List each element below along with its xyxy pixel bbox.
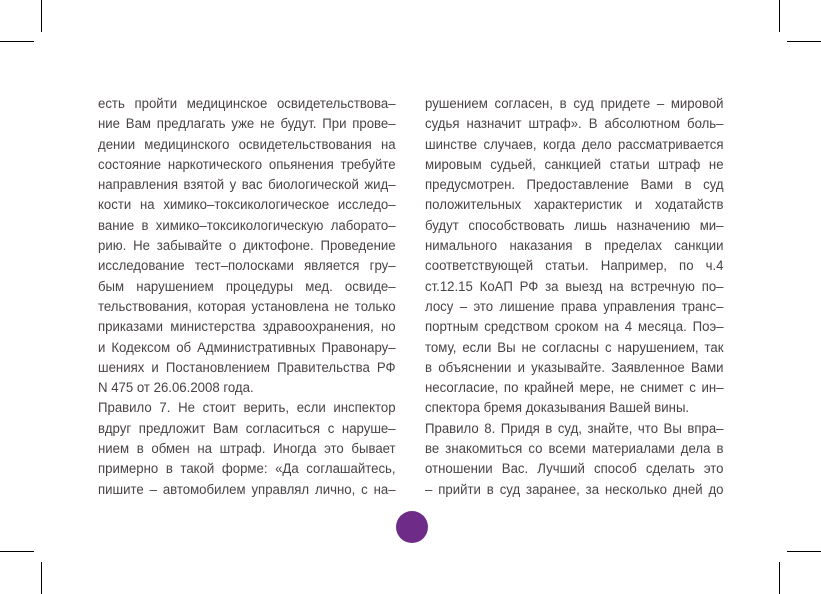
- text-line: соответствующей статьи. Например, по ч.4: [425, 258, 724, 275]
- text-line: нимального наказания в пределах санкции: [425, 238, 724, 255]
- text-line: нием в обмен на штраф. Иногда это бывает: [98, 441, 396, 458]
- text-line: лосу – это лишение права управления транс–: [425, 298, 724, 315]
- text-line: Правило 8. Придя в суд, знайте, что Вы впра–: [425, 420, 724, 437]
- text-line: направления взятой у вас биологической жид–: [98, 177, 396, 194]
- page-marker-circle: [396, 511, 428, 543]
- text-line: бым нарушением процедуры мед. освиде–: [98, 278, 396, 295]
- text-line: вдруг предложит Вам согласиться с наруше–: [98, 420, 396, 437]
- left-text-column: [98, 94, 396, 500]
- crop-mark-top-right-horizontal: [787, 41, 821, 42]
- text-line: спектора бремя доказывания Вашей вины.: [425, 400, 690, 417]
- text-line: тельствования, которая установлена не только: [98, 298, 396, 315]
- text-line: примерно в такой форме: «Да соглашайтесь,: [98, 461, 396, 478]
- text-line: ние Вам предлагать уже не будут. При прове–: [98, 116, 396, 133]
- text-line: рию. Не забывайте о диктофоне. Проведение: [98, 238, 396, 255]
- right-text-column: [425, 94, 724, 500]
- crop-mark-top-left-vertical: [41, 0, 42, 32]
- crop-mark-top-right-vertical: [779, 0, 780, 32]
- text-line: шинстве случаев, когда дело рассматривается: [425, 136, 724, 153]
- text-line: портным средством сроком на 4 месяца. Поэ–: [425, 319, 724, 336]
- text-line: отношении Вас. Лучший способ сделать это: [425, 461, 724, 478]
- text-line: ст.12.15 КоАП РФ за выезд на встречную по–: [425, 278, 724, 295]
- text-line: пишите – автомобилем управлял лично, с на–: [98, 481, 396, 498]
- text-line: есть пройти медицинское освидетельствова–: [98, 96, 396, 112]
- text-line: тому, если Вы не согласны с нарушением, так: [425, 339, 724, 356]
- text-line: мировым судьей, санкцией статьи штраф не: [425, 156, 724, 173]
- text-line: предусмотрен. Предоставление Вами в суд: [425, 177, 724, 194]
- text-line: состояние наркотического опьянения требуйте: [98, 156, 396, 173]
- text-line: Правило 7. Не стоит верить, если инспектор: [98, 400, 396, 417]
- text-line: кости на химико–токсикологическое исследо–: [98, 197, 396, 214]
- text-line: – прийти в суд заранее, за несколько дней до: [425, 481, 724, 498]
- text-line: и Кодексом об Административных Правонару–: [98, 339, 396, 356]
- text-line: несогласие, по крайней мере, не снимет с ин–: [425, 380, 724, 397]
- text-line: приказами министерства здравоохранения, но: [98, 319, 396, 336]
- text-line: судья назначит штраф». В абсолютном боль–: [425, 116, 724, 133]
- text-line: N 475 от 26.06.2008 года.: [98, 380, 254, 397]
- crop-mark-top-left-horizontal: [0, 41, 34, 42]
- text-line: дении медицинского освидетельствования на: [98, 136, 396, 153]
- text-line: ве знакомиться со всеми материалами дела в: [425, 441, 724, 458]
- text-line: будут способствовать лишь назначению ми–: [425, 217, 724, 234]
- text-line: положительных характеристик и ходатайств: [425, 197, 724, 214]
- text-line: исследование тест–полосками является гру–: [98, 258, 396, 275]
- crop-mark-bottom-left-horizontal: [0, 551, 34, 552]
- crop-mark-bottom-left-vertical: [41, 562, 42, 594]
- crop-mark-bottom-right-horizontal: [787, 551, 821, 552]
- crop-mark-bottom-right-vertical: [779, 562, 780, 594]
- text-line: в объяснении и указывайте. Заявленное Вами: [425, 359, 724, 376]
- text-line: шениях и Постановлением Правительства РФ: [98, 359, 396, 376]
- text-line: вание в химико–токсикологическую лаборато–: [98, 217, 396, 234]
- text-line: рушением согласен, в суд придете – мировой: [425, 96, 724, 112]
